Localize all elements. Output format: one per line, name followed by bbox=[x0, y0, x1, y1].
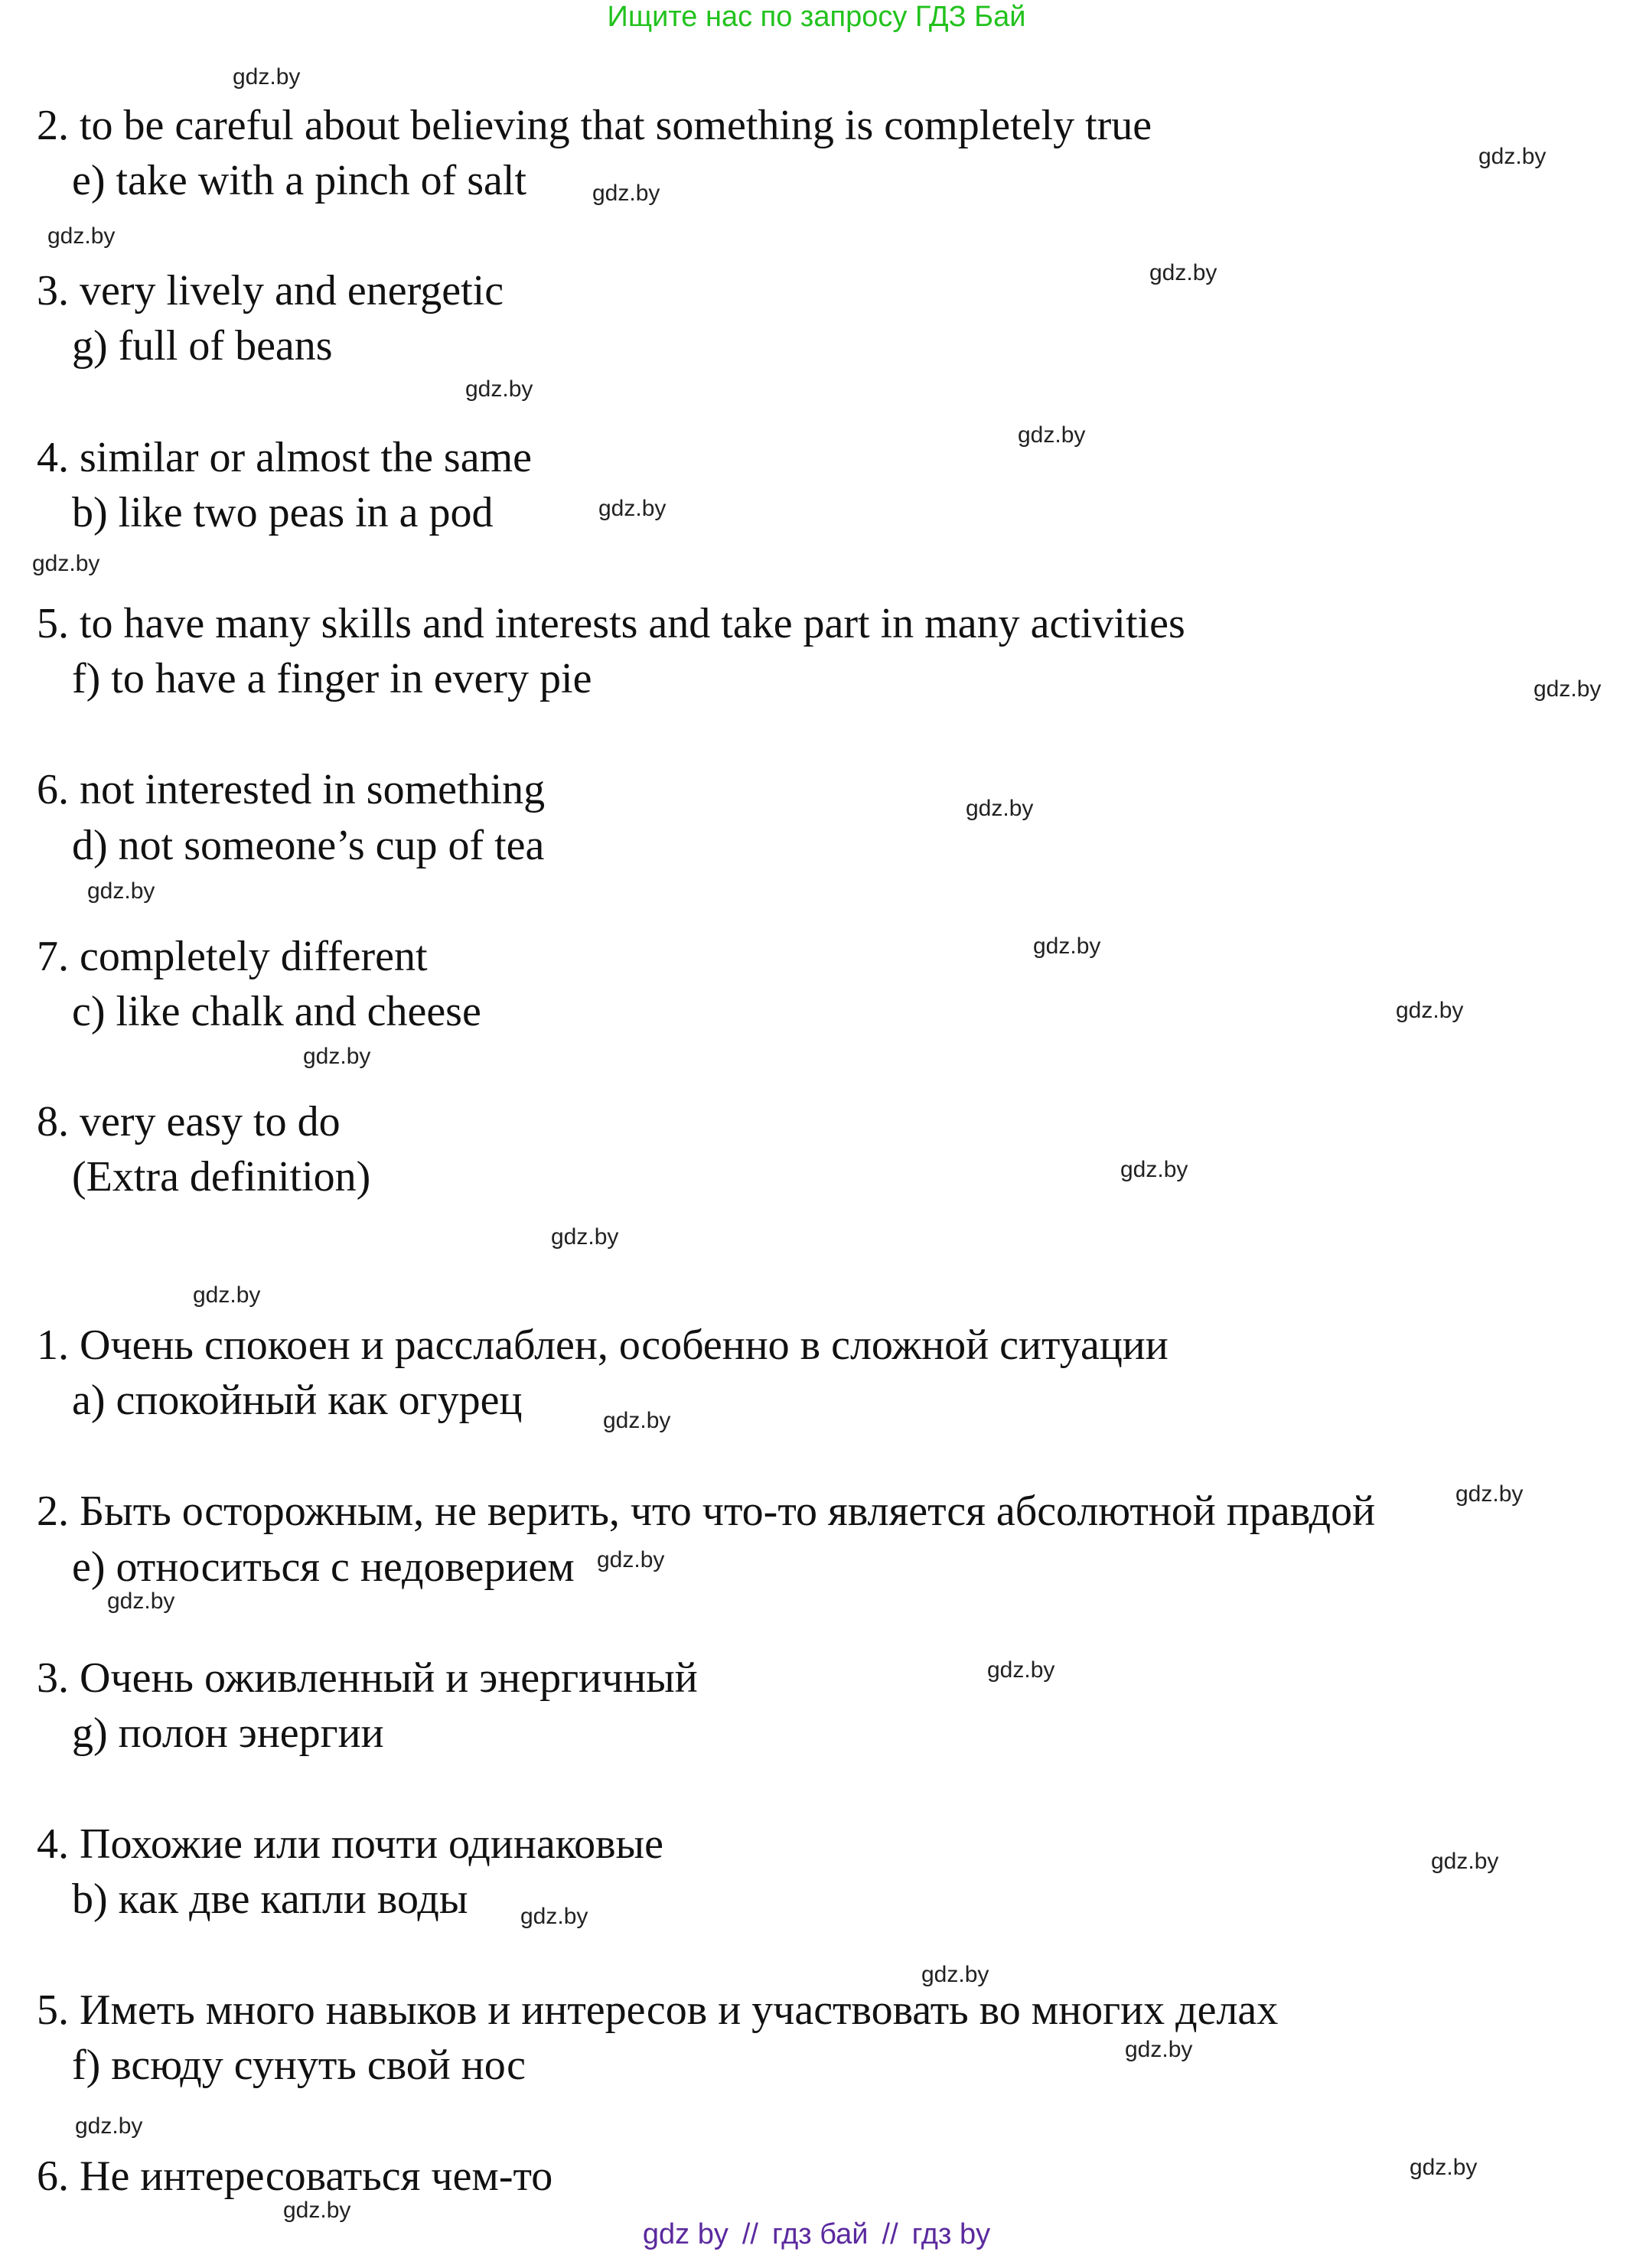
russian-definition-6: 6. Не интересоваться чем-то bbox=[37, 2152, 553, 2200]
watermark: gdz.by bbox=[1125, 2037, 1193, 2062]
search-banner: Ищите нас по запросу ГДЗ Бай bbox=[607, 1, 1026, 33]
watermark: gdz.by bbox=[1149, 260, 1217, 285]
english-definition-3: 3. very lively and energetic bbox=[37, 267, 504, 314]
watermark: gdz.by bbox=[603, 1408, 671, 1433]
watermark: gdz.by bbox=[1120, 1157, 1188, 1182]
watermark: gdz.by bbox=[32, 551, 100, 576]
english-definition-4: 4. similar or almost the same bbox=[37, 434, 532, 481]
watermark: gdz.by bbox=[598, 496, 667, 521]
english-definition-8: 8. very easy to do bbox=[37, 1098, 341, 1145]
english-answer-7: c) like chalk and cheese bbox=[72, 988, 481, 1035]
english-answer-3: g) full of beans bbox=[72, 322, 333, 370]
watermark: gdz.by bbox=[1431, 1849, 1499, 1874]
english-definition-5: 5. to have many skills and interests and take part in many activities bbox=[37, 600, 1185, 647]
footer-separator: // bbox=[882, 2218, 898, 2250]
watermark: gdz.by bbox=[1033, 934, 1101, 959]
english-definition-2: 2. to be careful about believing that something is completely true bbox=[37, 102, 1152, 149]
watermark: gdz.by bbox=[1396, 998, 1464, 1023]
watermark: gdz.by bbox=[303, 1044, 371, 1069]
english-definition-6: 6. not interested in something bbox=[37, 766, 546, 813]
watermark: gdz.by bbox=[465, 376, 533, 402]
watermark: gdz.by bbox=[921, 1962, 989, 1987]
russian-answer-1: a) спокойный как огурец bbox=[72, 1377, 523, 1424]
english-answer-6: d) not someone’s cup of tea bbox=[72, 822, 545, 869]
footer-link-gdz-by[interactable]: gdz by bbox=[642, 2218, 728, 2250]
russian-answer-3: g) полон энергии bbox=[72, 1709, 384, 1757]
watermark: gdz.by bbox=[75, 2113, 143, 2139]
english-answer-4: b) like two peas in a pod bbox=[72, 489, 494, 536]
watermark: gdz.by bbox=[1410, 2155, 1478, 2180]
english-definition-7: 7. completely different bbox=[37, 933, 428, 980]
watermark: gdz.by bbox=[966, 796, 1034, 821]
watermark: gdz.by bbox=[597, 1547, 665, 1572]
watermark: gdz.by bbox=[47, 223, 116, 249]
watermark: gdz.by bbox=[233, 64, 301, 90]
english-answer-5: f) to have a finger in every pie bbox=[72, 655, 592, 702]
footer-separator: // bbox=[742, 2218, 758, 2250]
russian-definition-4: 4. Похожие или почти одинаковые bbox=[37, 1820, 663, 1868]
russian-definition-5: 5. Иметь много навыков и интересов и участвовать во многих делах bbox=[37, 1986, 1279, 2034]
footer-link-gdz-bai[interactable]: гдз бай bbox=[771, 2218, 869, 2250]
watermark: gdz.by bbox=[1534, 676, 1602, 702]
watermark: gdz.by bbox=[592, 181, 660, 206]
russian-answer-2: e) относиться с недоверием bbox=[72, 1543, 575, 1591]
watermark: gdz.by bbox=[193, 1282, 261, 1308]
watermark: gdz.by bbox=[520, 1904, 588, 1929]
watermark: gdz.by bbox=[283, 2198, 351, 2223]
russian-definition-2: 2. Быть осторожным, не верить, что что-то является абсолютной правдой bbox=[37, 1488, 1376, 1535]
watermark: gdz.by bbox=[551, 1224, 619, 1250]
russian-definition-1: 1. Очень спокоен и расслаблен, особенно в сложной ситуации bbox=[37, 1321, 1169, 1369]
russian-answer-5: f) всюду сунуть свой нос bbox=[72, 2042, 526, 2089]
watermark: gdz.by bbox=[107, 1589, 175, 1614]
watermark: gdz.by bbox=[1455, 1481, 1524, 1507]
english-answer-8: (Extra definition) bbox=[72, 1153, 371, 1201]
russian-answer-4: b) как две капли воды bbox=[72, 1875, 468, 1923]
footer-links bbox=[0, 2217, 1633, 2251]
watermark: gdz.by bbox=[1018, 422, 1086, 448]
watermark: gdz.by bbox=[1478, 144, 1547, 169]
watermark: gdz.by bbox=[87, 878, 155, 904]
watermark: gdz.by bbox=[987, 1657, 1055, 1683]
footer-link-gdz-by-cyrillic[interactable]: гдз by bbox=[911, 2218, 991, 2250]
english-answer-2: e) take with a pinch of salt bbox=[72, 157, 527, 204]
russian-definition-3: 3. Очень оживленный и энергичный bbox=[37, 1654, 698, 1702]
